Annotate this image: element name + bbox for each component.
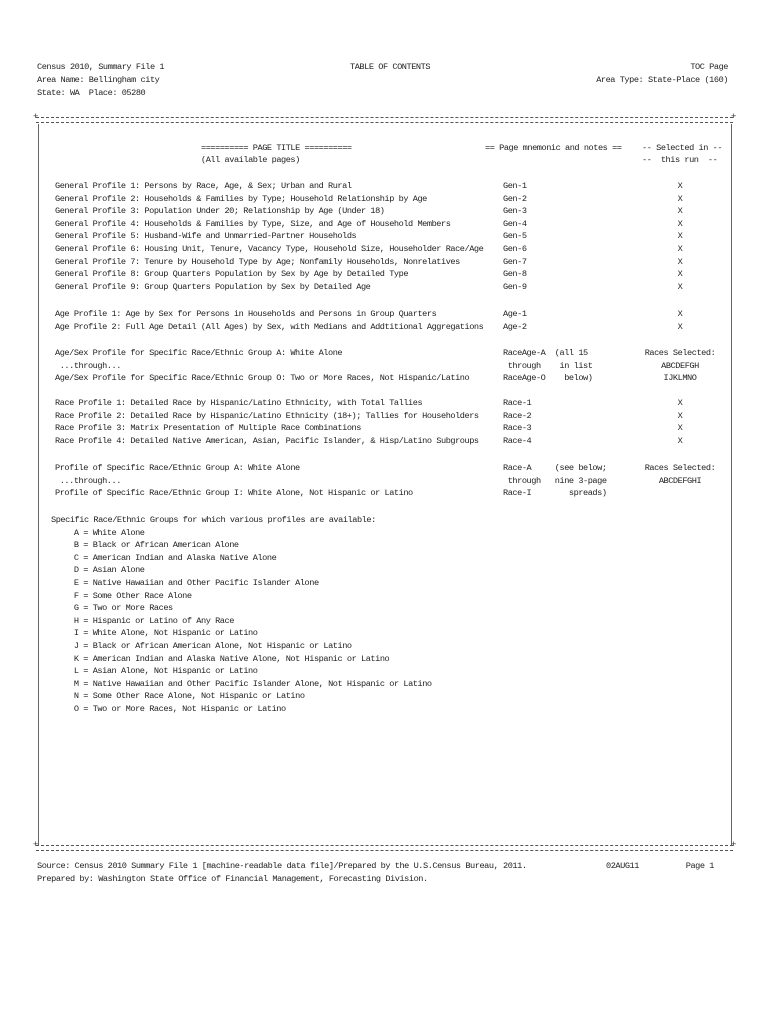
- row-mnemonic: Race-3: [503, 423, 532, 434]
- row-mnemonic: Age-1: [503, 309, 527, 319]
- row-mnemonic: Race-1: [503, 398, 532, 408]
- row-mnemonic: Gen-7: [503, 256, 527, 267]
- column-title-heading: ========== PAGE TITLE ==========: [201, 143, 352, 153]
- row-mnemonic: Gen-6: [503, 244, 527, 254]
- toc-row: [0, 475, 770, 488]
- row-title: General Profile 2: Households & Families by Type; Household Relationship by Age: [55, 193, 427, 204]
- list-item: G = Two or More Races: [73, 603, 173, 614]
- toc-row[interactable]: [0, 256, 770, 269]
- row-title: Age/Sex Profile for Specific Race/Ethnic Group A: White Alone: [55, 348, 343, 358]
- row-mnemonic: RaceAge-O below): [503, 373, 593, 384]
- row-title: Race Profile 4: Detailed Native American, Asian, Pacific Islander, & Hisp/Latino Subgroups: [55, 435, 479, 446]
- row-title: Profile of Specific Race/Ethnic Group I: White Alone, Not Hispanic or Latino: [55, 488, 413, 499]
- toc-row[interactable]: [0, 308, 770, 321]
- row-selected: X: [677, 206, 683, 217]
- row-mnemonic: Race-I spreads): [503, 488, 607, 499]
- footer-date: 02AUG11: [606, 861, 639, 871]
- row-title: ...through...: [55, 360, 121, 371]
- toc-row[interactable]: [0, 218, 770, 231]
- row-title: General Profile 5: Husband-Wife and Unmarried-Partner Households: [55, 231, 357, 242]
- row-mnemonic: Race-4: [503, 435, 532, 446]
- row-selected: X: [677, 423, 683, 434]
- row-selected: X: [677, 231, 683, 242]
- header-area-name: Area Name: Bellingham city: [37, 75, 160, 85]
- toc-row[interactable]: [0, 462, 770, 475]
- header-title: TABLE OF CONTENTS: [350, 62, 431, 72]
- row-selected: ABCDEFGH: [661, 360, 699, 371]
- toc-row[interactable]: [0, 435, 770, 448]
- toc-row[interactable]: [0, 243, 770, 256]
- row-mnemonic: Gen-1: [503, 181, 527, 191]
- list-item: C = American Indian and Alaska Native Alone: [73, 552, 277, 563]
- bottom-rule: [36, 845, 733, 851]
- toc-row[interactable]: [0, 321, 770, 334]
- row-selected: Races Selected:: [644, 348, 716, 358]
- list-item: B = Black or African American Alone: [73, 540, 239, 551]
- column-selected-subheading: -- this run --: [642, 155, 718, 165]
- toc-row[interactable]: [0, 230, 770, 243]
- toc-row: [0, 360, 770, 373]
- row-title: ...through...: [55, 475, 121, 486]
- row-title: General Profile 8: Group Quarters Population by Sex by Age by Detailed Type: [55, 269, 409, 280]
- footer-source: Source: Census 2010 Summary File 1 [machine-readable data file]/Prepared by the U.S.Census Bureau, 2011.: [37, 861, 527, 871]
- row-selected: X: [677, 398, 683, 408]
- row-selected: X: [677, 321, 683, 332]
- row-selected: X: [677, 193, 683, 204]
- list-item: I = White Alone, Not Hispanic or Latino: [73, 628, 258, 639]
- row-selected: X: [677, 309, 683, 319]
- column-mnemonic-heading: == Page mnemonic and notes ==: [485, 143, 622, 153]
- row-selected: X: [677, 256, 683, 267]
- row-title: General Profile 3: Population Under 20; Relationship by Age (Under 18): [55, 206, 385, 217]
- list-item: M = Native Hawaiian and Other Pacific Islander Alone, Not Hispanic or Latino: [73, 678, 432, 689]
- row-selected: X: [677, 435, 683, 446]
- row-title: Race Profile 1: Detailed Race by Hispanic/Latino Ethnicity, with Total Tallies: [55, 398, 423, 408]
- toc-row[interactable]: [0, 193, 770, 206]
- row-title: Age Profile 2: Full Age Detail (All Ages) by Sex, with Medians and Addtitional Aggregations: [55, 321, 484, 332]
- toc-row[interactable]: [0, 180, 770, 193]
- row-title: Race Profile 3: Matrix Presentation of Multiple Race Combinations: [55, 423, 361, 434]
- row-mnemonic: Gen-3: [503, 206, 527, 217]
- toc-row[interactable]: [0, 422, 770, 435]
- top-rule: [36, 117, 733, 123]
- row-mnemonic: Race-A (see below;: [503, 463, 607, 473]
- toc-row[interactable]: [0, 487, 770, 500]
- row-mnemonic: Age-2: [503, 321, 527, 332]
- row-title: Profile of Specific Race/Ethnic Group A: White Alone: [55, 463, 300, 473]
- list-item: H = Hispanic or Latino of Any Race: [73, 615, 234, 626]
- row-title: General Profile 9: Group Quarters Population by Sex by Detailed Age: [55, 281, 371, 292]
- row-selected: X: [677, 410, 683, 421]
- list-item: D = Asian Alone: [73, 565, 145, 576]
- footer-prepared-by: Prepared by: Washington State Office of Financial Management, Forecasting Division.: [37, 874, 428, 884]
- toc-row[interactable]: [0, 372, 770, 385]
- row-mnemonic: Race-2: [503, 410, 532, 421]
- list-item: J = Black or African American Alone, Not Hispanic or Latino: [73, 640, 352, 651]
- footer-page-number: Page 1: [685, 861, 714, 871]
- list-item: N = Some Other Race Alone, Not Hispanic or Latino: [73, 691, 305, 702]
- toc-row[interactable]: [0, 347, 770, 360]
- header-state-place: State: WA Place: 05280: [37, 88, 146, 98]
- row-selected: X: [677, 244, 683, 254]
- row-selected: X: [677, 218, 683, 229]
- toc-row[interactable]: [0, 205, 770, 218]
- header-toc-page: TOC Page: [690, 62, 728, 72]
- row-mnemonic: RaceAge-A (all 15: [503, 348, 588, 358]
- row-selected: Races Selected:: [644, 463, 716, 473]
- list-item: L = Asian Alone, Not Hispanic or Latino: [73, 666, 258, 677]
- list-item: A = White Alone: [73, 527, 145, 538]
- row-selected: X: [677, 269, 683, 280]
- row-mnemonic: Gen-2: [503, 193, 527, 204]
- toc-row[interactable]: [0, 410, 770, 423]
- toc-row[interactable]: [0, 268, 770, 281]
- list-item: E = Native Hawaiian and Other Pacific Islander Alone: [73, 577, 319, 588]
- row-title: General Profile 1: Persons by Race, Age, & Sex; Urban and Rural: [55, 181, 352, 191]
- row-title: Age/Sex Profile for Specific Race/Ethnic Group O: Two or More Races, Not Hispanic/Latino: [55, 373, 470, 384]
- column-selected-heading: -- Selected in --: [642, 143, 723, 153]
- row-title: General Profile 7: Tenure by Household Type by Age; Nonfamily Households, Nonrelatives: [55, 256, 460, 267]
- row-mnemonic: through nine 3-page: [503, 475, 607, 486]
- row-selected: IJKLMNO: [663, 373, 697, 384]
- header-area-type: Area Type: State-Place (160): [596, 75, 728, 85]
- row-mnemonic: Gen-9: [503, 281, 527, 292]
- row-mnemonic: through in list: [503, 360, 593, 371]
- race-groups-legend: [51, 514, 432, 716]
- groups-heading: Specific Race/Ethnic Groups for which various profiles are available:: [51, 515, 376, 525]
- row-title: General Profile 6: Housing Unit, Tenure, Vacancy Type, Household Size, Householder Race/Age: [55, 244, 484, 254]
- row-title: Race Profile 2: Detailed Race by Hispanic/Latino Ethnicity (18+); Tallies for Householders: [55, 410, 479, 421]
- row-mnemonic: Gen-4: [503, 218, 527, 229]
- row-selected: X: [677, 181, 683, 191]
- list-item: O = Two or More Races, Not Hispanic or Latino: [73, 703, 286, 714]
- toc-row[interactable]: [0, 397, 770, 410]
- row-selected: X: [677, 281, 683, 292]
- row-mnemonic: Gen-8: [503, 269, 527, 280]
- row-mnemonic: Gen-5: [503, 231, 527, 242]
- list-item: F = Some Other Race Alone: [73, 590, 192, 601]
- row-title: General Profile 4: Households & Families by Type, Size, and Age of Household Members: [55, 218, 451, 229]
- list-item: K = American Indian and Alaska Native Alone, Not Hispanic or Latino: [73, 653, 390, 664]
- row-selected: ABCDEFGHI: [658, 475, 702, 486]
- column-title-subheading: (All available pages): [201, 155, 300, 165]
- row-title: Age Profile 1: Age by Sex for Persons in Households and Persons in Group Quarters: [55, 309, 437, 319]
- toc-row[interactable]: [0, 281, 770, 294]
- header-left-line-1: Census 2010, Summary File 1: [37, 62, 165, 72]
